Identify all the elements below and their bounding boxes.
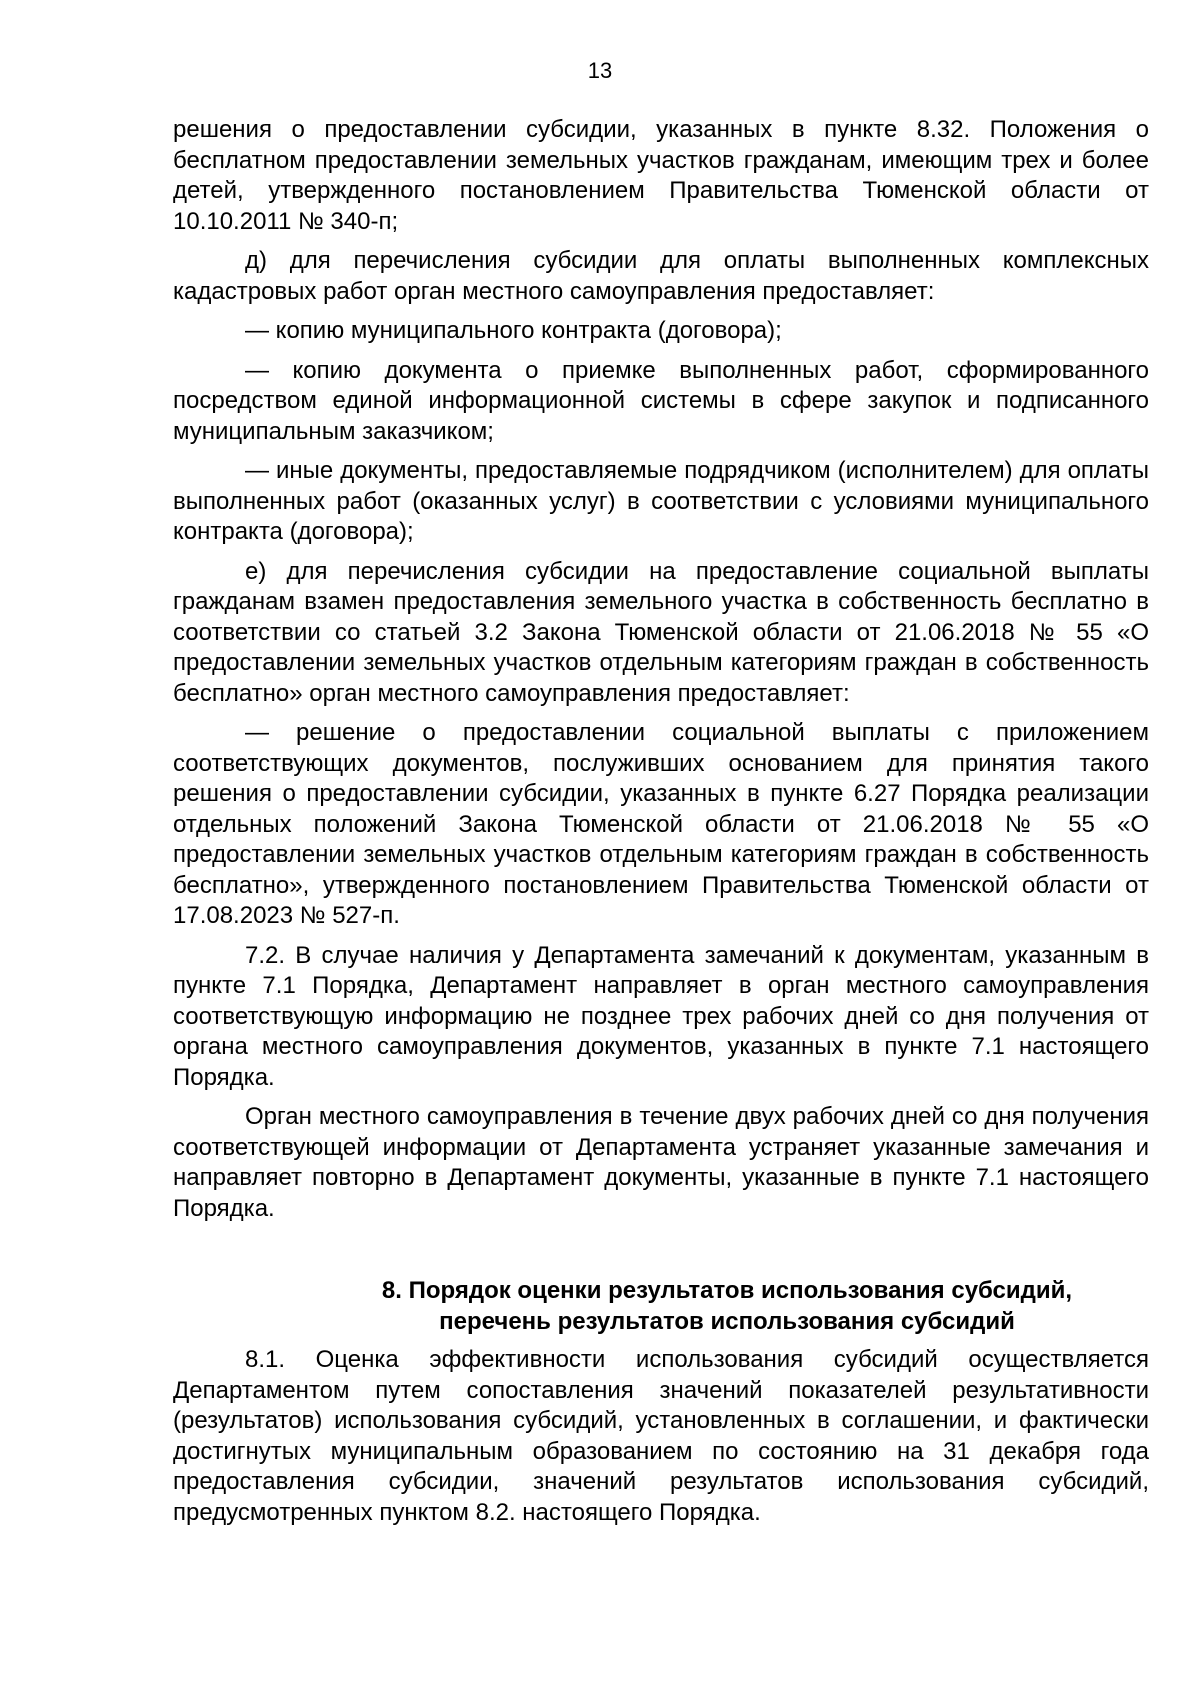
document-body	[173, 115, 1149, 1528]
page-number: 13	[587, 58, 613, 83]
paragraph-item-e: е) для перечисления субсидии на предоставление социальной выплаты гражданам взамен предоставления земельного участка в собственность бесплатно в соответствии со статьей 3.2 Закона Тюменской области от 21.06.2018 № 55 «О предоставлении земельных участков отдельным категориям граждан в собственность бесплатно» орган местного самоуправления предоставляет:	[173, 557, 1149, 707]
paragraph-dash-acceptance-document: — копию документа о приемке выполненных работ, сформированного посредством единой информационной системы в сфере закупок и подписанного муниципальным заказчиком;	[173, 356, 1149, 445]
paragraph-continuation: решения о предоставлении субсидии, указанных в пункте 8.32. Положения о бесплатном предоставлении земельных участков гражданам, имеющим трех и более детей, утвержденного постановлением Правительства Тюменской области от 10.10.2011 № 340-п;	[173, 116, 1149, 235]
paragraph-7-2-continued: Орган местного самоуправления в течение двух рабочих дней со дня получения соответствующей информации от Департамента устраняет указанные замечания и направляет повторно в Департамент документы, указанные в пункте 7.1 настоящего Порядка.	[173, 1103, 1149, 1222]
paragraph-dash-contract-copy: — копию муниципального контракта (договора);	[245, 317, 782, 344]
paragraph-dash-social-payment-decision: — решение о предоставлении социальной выплаты с приложением соответствующих документов, послуживших основанием для принятия такого решения о предоставлении субсидии, указанных в пункте 6.27 Порядка реализации отдельных положений Закона Тюменской области от 21.06.2018 № 55 «О предоставлении земельных участков отдельным категориям граждан в собственность бесплатно», утвержденного постановлением Правительства Тюменской области от 17.08.2023 № 527-п.	[173, 719, 1149, 929]
paragraph-dash-other-documents: — иные документы, предоставляемые подрядчиком (исполнителем) для оплаты выполненных работ (оказанных услуг) в соответствии с условиями муниципального контракта (договора);	[173, 457, 1149, 545]
section-8-heading-line-2: перечень результатов использования субсидий	[439, 1307, 1015, 1335]
paragraph-8-1: 8.1. Оценка эффективности использования субсидий осуществляется Департаментом путем сопоставления значений показателей результативности (результатов) использования субсидий, установленных в соглашении, и фактически достигнутых муниципальным образованием по состоянию на 31 декабря года предоставления субсидии, значений результатов использования субсидий, предусмотренных пунктом 8.2. настоящего Порядка.	[173, 1346, 1149, 1526]
section-8-heading-line-1: 8. Порядок оценки результатов использования субсидий,	[381, 1277, 1073, 1304]
section-8-heading	[173, 1276, 1149, 1337]
paragraph-7-2: 7.2. В случае наличия у Департамента замечаний к документам, указанным в пункте 7.1 Порядка, Департамент направляет в орган местного самоуправления соответствующую информацию не позднее трех рабочих дней со дня получения от органа местного самоуправления документов, указанных в пункте 7.1 настоящего Порядка.	[173, 941, 1149, 1091]
paragraph-item-d: д) для перечисления субсидии для оплаты выполненных комплексных кадастровых работ орган местного самоуправления предоставляет:	[173, 247, 1149, 305]
